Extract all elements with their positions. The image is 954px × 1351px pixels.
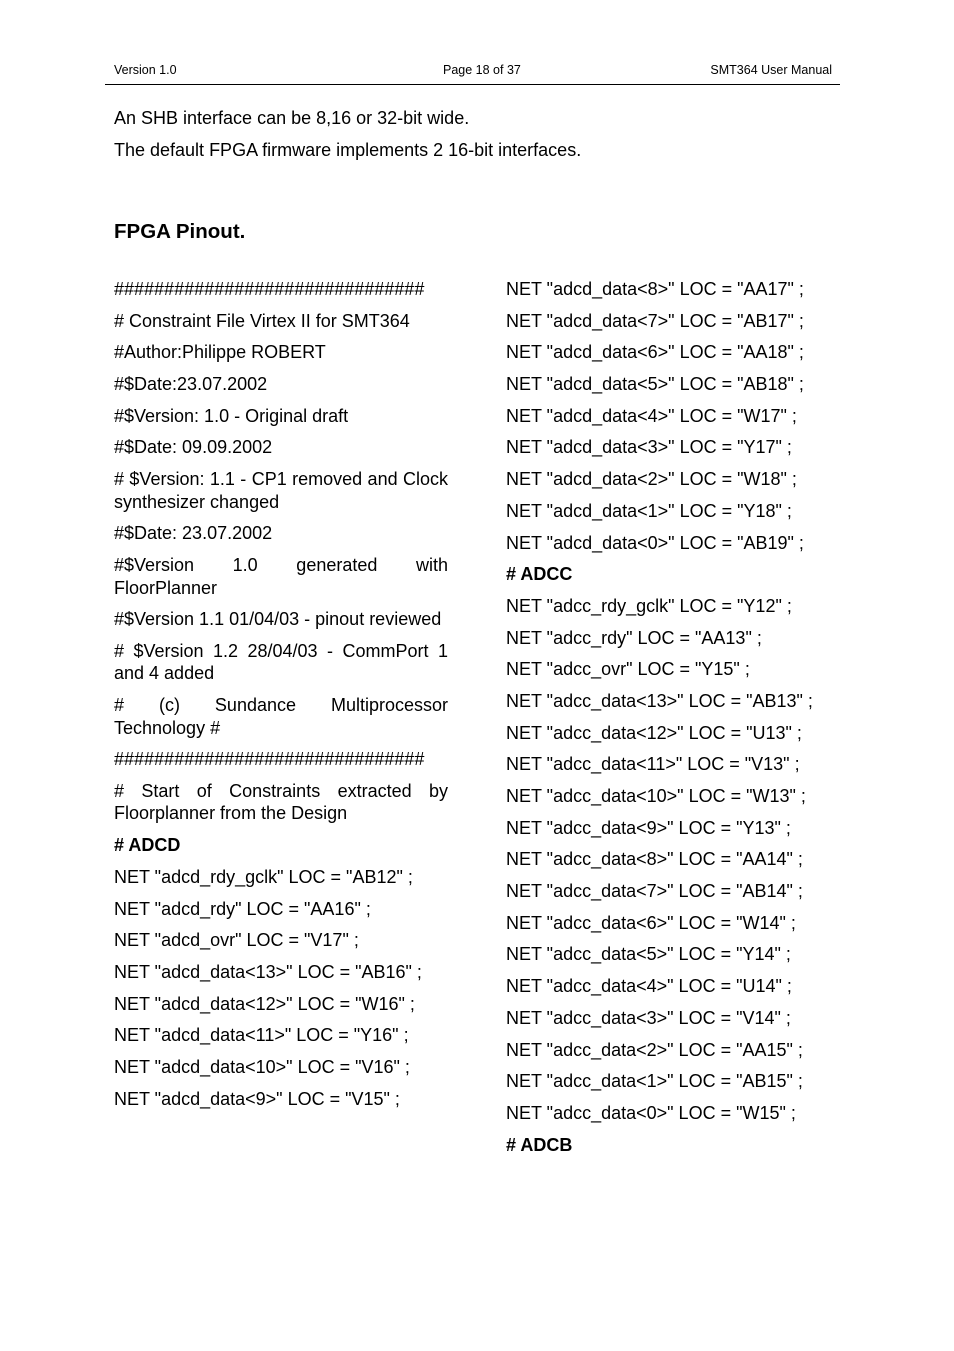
constraints-right-column [506, 278, 846, 1165]
comment-line: #$Date:23.07.2002 [114, 374, 268, 395]
intro-default-firmware: The default FPGA firmware implements 2 16-bit interfaces. [114, 140, 582, 160]
comment-line: #Author:Philippe ROBERT [114, 342, 326, 363]
net-constraint-line: NET "adcd_rdy_gclk" LOC = "AB12" ; [114, 866, 413, 887]
net-constraint-line: NET "adcc_data<5>" LOC = "Y14" ; [506, 944, 791, 965]
net-constraint-line: NET "adcc_data<4>" LOC = "U14" ; [506, 976, 792, 997]
net-constraint-line: NET "adcd_data<8>" LOC = "AA17" ; [506, 279, 804, 299]
net-constraint-line: NET "adcd_data<11>" LOC = "Y16" ; [114, 1025, 409, 1046]
net-constraint-line: NET "adcc_data<8>" LOC = "AA14" ; [506, 849, 803, 870]
intro-shb-width: An SHB interface can be 8,16 or 32-bit wide. [114, 108, 470, 128]
net-constraint-line: NET "adcc_data<13>" LOC = "AB13" ; [506, 690, 813, 711]
net-constraint-line: NET "adcc_rdy_gclk" LOC = "Y12" ; [506, 595, 792, 616]
net-constraint-line: NET "adcd_ovr" LOC = "V17" ; [114, 930, 359, 951]
group-heading-adcd: # ADCD [114, 835, 181, 856]
comment-line: # $Version 1.2 28/04/03 - CommPort 1 and 4 added [114, 640, 448, 684]
header-version: Version 1.0 [114, 63, 177, 77]
net-constraint-line: NET "adcc_data<3>" LOC = "V14" ; [506, 1007, 791, 1028]
net-constraint-line: NET "adcd_data<9>" LOC = "V15" ; [114, 1088, 400, 1109]
comment-line: #$Date: 09.09.2002 [114, 437, 273, 458]
net-constraint-line: NET "adcd_data<5>" LOC = "AB18" ; [506, 374, 804, 395]
net-constraint-line: NET "adcc_rdy" LOC = "AA13" ; [506, 627, 762, 648]
net-constraint-line: NET "adcc_data<7>" LOC = "AB14" ; [506, 881, 803, 902]
net-constraint-line: NET "adcd_data<1>" LOC = "Y18" ; [506, 500, 792, 521]
comment-line: #$Version: 1.0 - Original draft [114, 405, 349, 426]
net-constraint-line: NET "adcc_data<0>" LOC = "W15" ; [506, 1102, 796, 1123]
comment-line: ############################### [114, 279, 425, 299]
comment-line: # (c) Sundance Multiprocessor Technology # [114, 695, 448, 738]
net-constraint-line: NET "adcc_data<9>" LOC = "Y13" ; [506, 817, 791, 838]
net-constraint-line: NET "adcd_data<10>" LOC = "V16" ; [114, 1056, 410, 1077]
constraints-left-column [114, 278, 448, 1119]
net-constraint-line: NET "adcd_data<3>" LOC = "Y17" ; [506, 437, 792, 458]
net-constraint-line: NET "adcd_data<4>" LOC = "W17" ; [506, 405, 797, 426]
page-header [105, 62, 840, 85]
net-constraint-line: NET "adcc_data<1>" LOC = "AB15" ; [506, 1071, 803, 1092]
net-constraint-line: NET "adcd_data<2>" LOC = "W18" ; [506, 469, 797, 490]
comment-line: #$Date: 23.07.2002 [114, 523, 273, 544]
group-heading-adcb: # ADCB [506, 1134, 573, 1155]
net-constraint-line: NET "adcc_data<2>" LOC = "AA15" ; [506, 1039, 803, 1060]
net-constraint-line: NET "adcd_data<7>" LOC = "AB17" ; [506, 310, 804, 331]
net-constraint-line: NET "adcc_ovr" LOC = "Y15" ; [506, 659, 750, 680]
net-constraint-line: NET "adcd_data<13>" LOC = "AB16" ; [114, 961, 422, 982]
net-constraint-line: NET "adcd_rdy" LOC = "AA16" ; [114, 898, 371, 919]
comment-line: #$Version 1.0 generated with FloorPlanner [114, 555, 448, 598]
header-manual-title: SMT364 User Manual [710, 63, 832, 77]
net-constraint-line: NET "adcc_data<11>" LOC = "V13" ; [506, 754, 800, 775]
header-page-number: Page 18 of 37 [443, 63, 521, 77]
section-title: FPGA Pinout. [114, 220, 246, 243]
net-constraint-line: NET "adcc_data<12>" LOC = "U13" ; [506, 722, 802, 743]
net-constraint-line: NET "adcd_data<6>" LOC = "AA18" ; [506, 342, 804, 363]
net-constraint-line: NET "adcd_data<12>" LOC = "W16" ; [114, 993, 415, 1014]
net-constraint-line: NET "adcd_data<0>" LOC = "AB19" ; [506, 532, 804, 553]
net-constraint-line: NET "adcc_data<10>" LOC = "W13" ; [506, 786, 806, 806]
comment-line: # Start of Constraints extracted by Floorplanner from the Design [114, 780, 448, 824]
net-constraint-line: NET "adcc_data<6>" LOC = "W14" ; [506, 912, 796, 933]
comment-line: #$Version 1.1 01/04/03 - pinout reviewed [114, 609, 442, 630]
comment-line: ############################### [114, 749, 425, 770]
group-heading-adcc: # ADCC [506, 564, 573, 585]
comment-line: # Constraint File Virtex II for SMT364 [114, 310, 410, 331]
comment-line: # $Version: 1.1 - CP1 removed and Clock synthesizer changed [114, 469, 448, 512]
